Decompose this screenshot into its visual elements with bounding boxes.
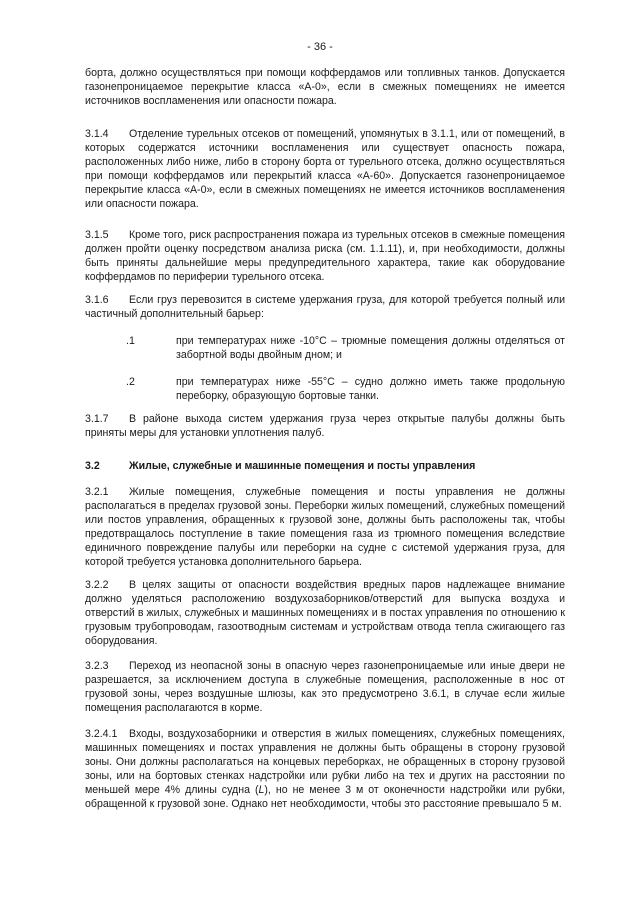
section-text: Если груз перевозится в системе удержания груза, для которой требуется полный или частичный дополнительный барьер: (85, 294, 565, 320)
section-number: 3.1.7 (85, 413, 109, 425)
paragraph-continuation (85, 66, 565, 108)
heading-title: Жилые, служебные и машинные помещения и посты управления (129, 460, 476, 472)
paragraph-text: борта, должно осуществляться при помощи коффердамов или топливных танков. Допускается газонепроницаемое перекрытие класса «А-0», если в смежных помещениях не имеется источников воспламенения или опасности пожара. (85, 67, 565, 107)
section-number: 3.1.4 (85, 128, 109, 140)
section-number: 3.2.3 (85, 660, 109, 672)
section-3-1-7 (85, 412, 565, 440)
list-item-number: .2 (126, 376, 135, 388)
list-item-number: .1 (126, 335, 135, 347)
section-3-1-6 (85, 293, 565, 321)
section-text-part-b: ), но не менее 3 м от оконечности надстройки или рубки, обращенной к грузовой зоне. Однако нет необходимости, чтобы это расстояние превышало 5 м. (85, 784, 566, 810)
length-symbol: L (258, 784, 265, 796)
section-text: Кроме того, риск распространения пожара из турельных отсеков в смежные помещения должен пройти оценку посредством анализа риска (см. 1.1.11), и, при необходимости, должны быть приняты дальнейшие меры предупредительного характера, такие как оборудование коффердамов по периферии турельного отсека. (85, 229, 565, 283)
section-3-1-4 (85, 127, 565, 211)
section-number: 3.1.5 (85, 229, 109, 241)
section-text: Переход из неопасной зоны в опасную через газонепроницаемые или иные двери не разрешается, за исключением доступа в служебные помещения, расположенные в нос от грузовой зоны, через воздушные шлюзы, как это предусмотрено 3.6.1, в случае если жилые помещения располагаются в корме. (85, 660, 565, 714)
section-3-2-3 (85, 659, 565, 715)
section-number: 3.1.6 (85, 294, 109, 306)
section-3-2-4-1 (85, 727, 565, 811)
section-number: 3.2.2 (85, 579, 109, 591)
heading-number: 3.2 (85, 460, 100, 472)
section-3-2-1 (85, 485, 565, 569)
section-text-part-a: Входы, воздухозаборники и отверстия в жилых помещениях, служебных помещениях, машинных помещениях и постах управления не должны быть обращены в сторону грузовой зоны. Они должны располагаться на концевых переборках, не обращенных в сторону грузовой зоны, или на бортовых стенках надстройки или рубки либо на тех и других на расстоянии по меньшей мере 4% длины судна ( (85, 728, 565, 796)
section-number: 3.2.4.1 (85, 728, 118, 740)
list-item-text: при температурах ниже -55°С – судно должно иметь также продольную переборку, образующую бортовые танки. (176, 376, 565, 402)
list-item-text: при температурах ниже -10°С – трюмные помещения должны отделяться от забортной воды двойным дном; и (176, 335, 565, 361)
section-3-2-2 (85, 578, 565, 648)
section-number: 3.2.1 (85, 486, 109, 498)
section-text: В целях защиты от опасности воздействия вредных паров надлежащее внимание должно уделяться расположению воздухозаборников/отверстий для выпуска воздуха и отверстий в жилых, служебных и машинных помещениях и в постах управления по отношению к грузовым трубопроводам, газоотводным системам и устройствам отвода тепла сжигающего газ оборудования. (85, 579, 565, 647)
section-text: Отделение турельных отсеков от помещений, упомянутых в 3.1.1, или от помещений, в которых содержатся источники воспламенения или существует опасность пожара, расположенных либо ниже, либо в сторону борта от турельного отсека, должно осуществляться при помощи коффердамов или перекрытий класса «А-60». Допускается газонепроницаемое перекрытие класса «А-0», если в смежных помещениях не имеется источников воспламенения или опасности пожара. (85, 128, 565, 210)
section-text: Жилые помещения, служебные помещения и посты управления не должны располагаться в пределах грузовой зоны. Переборки жилых помещений, служебных помещений или постов управления, обращенных к грузовой зоне, должны быть расположены так, чтобы предотвращалось поступление в такие помещения газа из трюмного помещения вследствие единичного повреждение палубы или переборки на судне с системой удержания груза, для которой требуется установка дополнительного барьера. (85, 486, 565, 568)
section-text: В районе выхода систем удержания груза через открытые палубы должны быть приняты меры для установки уплотнения палуб. (85, 413, 565, 439)
page-number: - 36 - (307, 41, 333, 53)
section-heading-3-2 (85, 459, 565, 473)
section-3-1-5 (85, 228, 565, 284)
